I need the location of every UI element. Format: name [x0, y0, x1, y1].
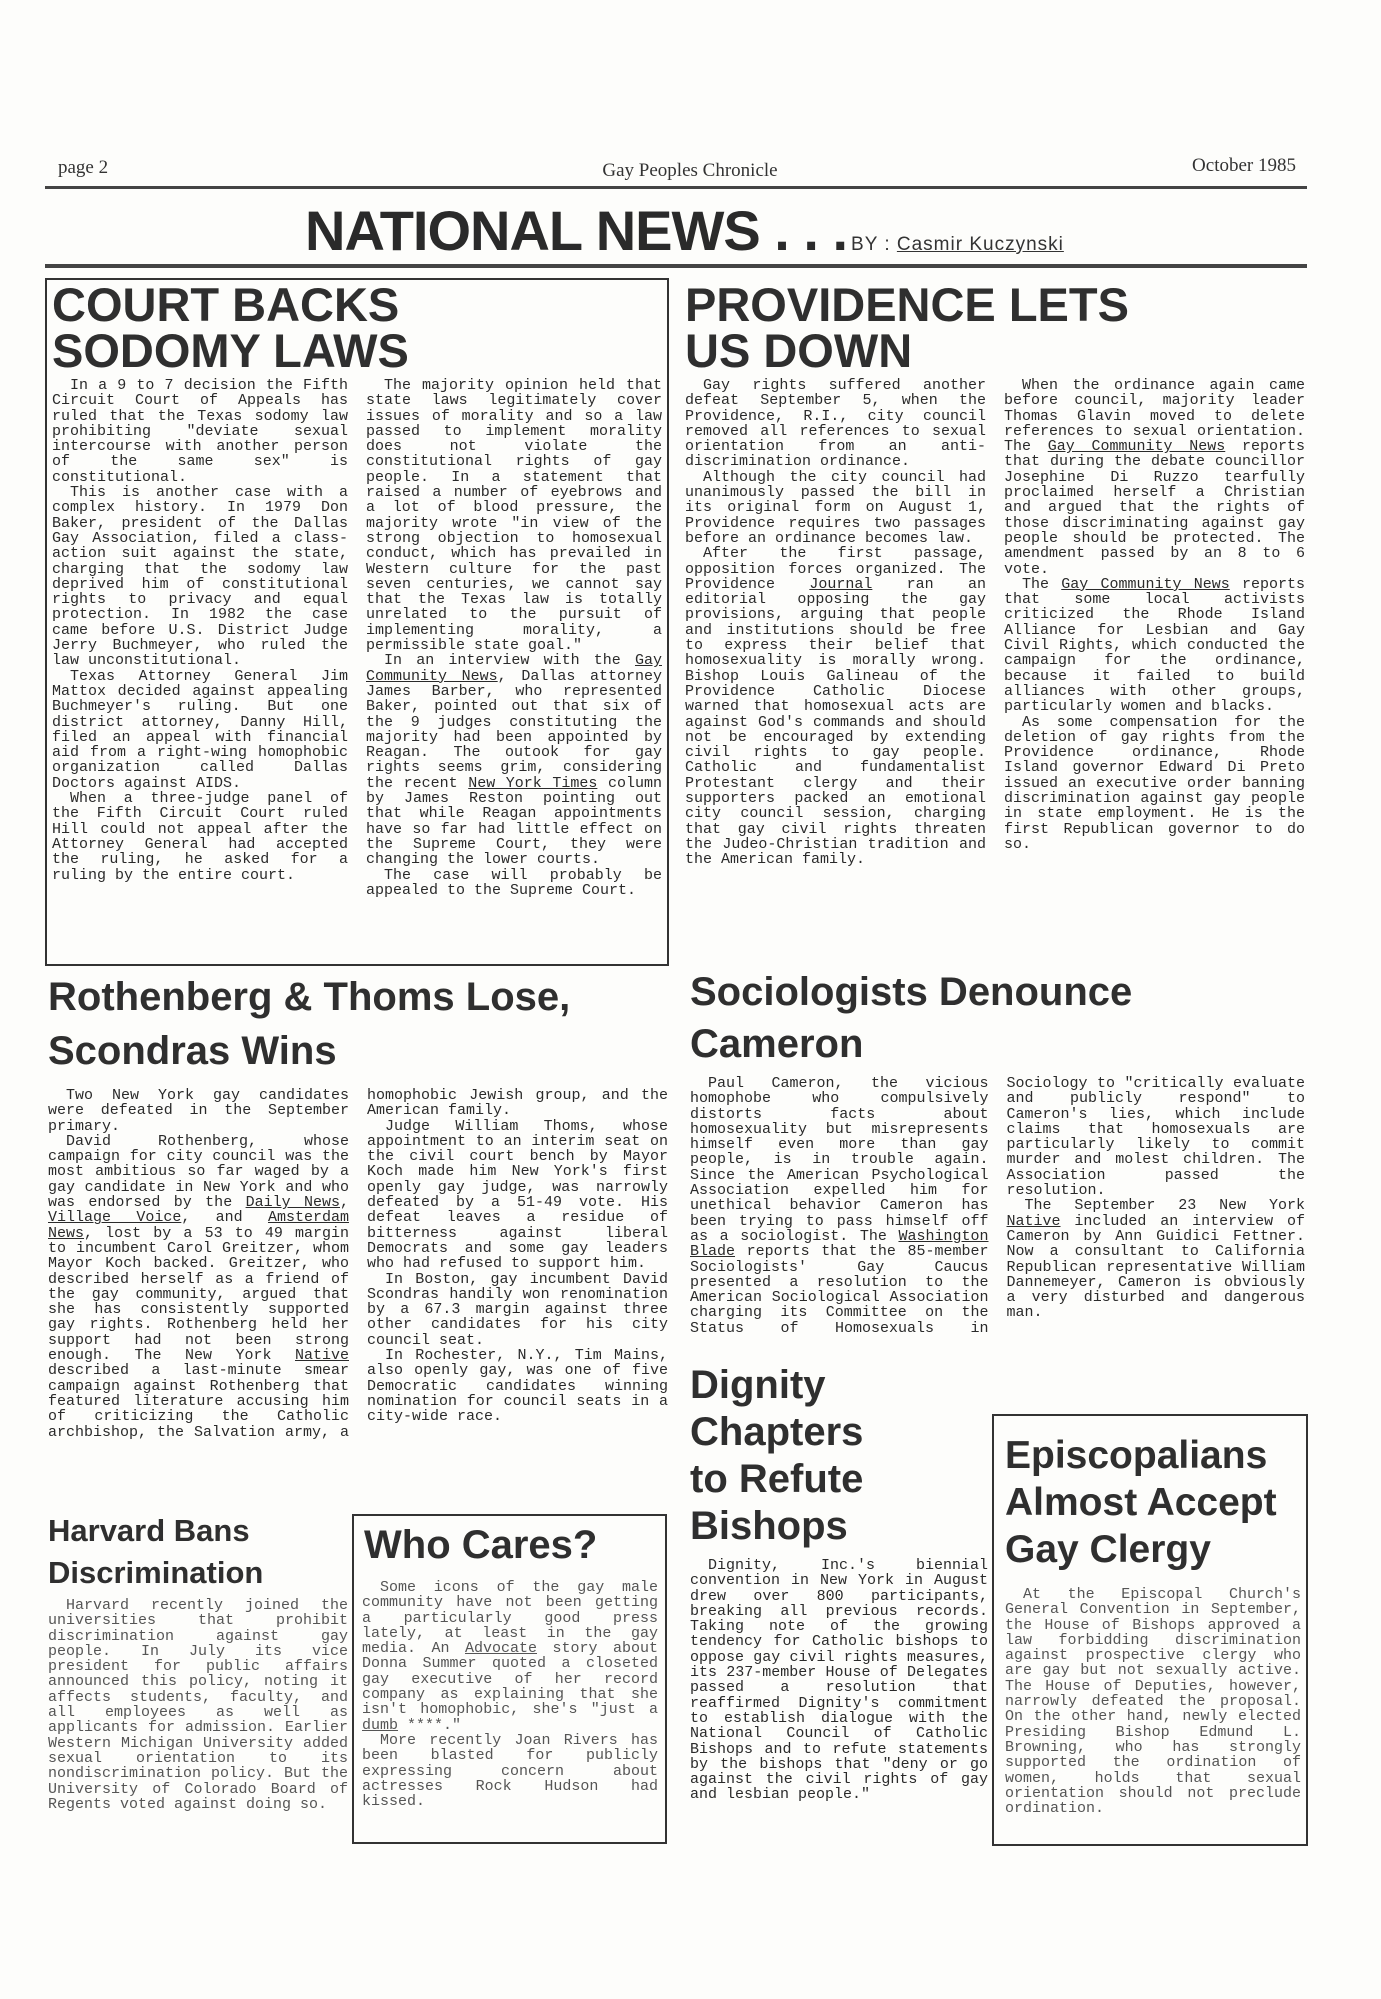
headline-line: Cameron	[690, 1022, 864, 1066]
paragraph: The case will probably be appealed to the Supreme Court.	[366, 866, 662, 899]
article-sociologists	[690, 966, 1305, 1336]
headline-line: Episcopalians	[1005, 1434, 1268, 1477]
article-body	[48, 1088, 668, 1440]
paragraph: Some icons of the gay male community have not been getting a particularly good press lately, at least in the gay media. An Advocate story about Donna Summer quoted a closeted gay executive of her record company as explaining that she isn't homophobic, she's "just a dumb ****."	[362, 1579, 658, 1734]
headline	[48, 970, 668, 1078]
page-number: page 2	[58, 157, 109, 178]
article-harvard	[48, 1510, 348, 1812]
byline-prefix: BY :	[851, 234, 897, 255]
paragraph: Paul Cameron, the vicious homophobe who compulsively distorts facts about homosexuality but misrepresents himself even more than gay people, is in trouble again. Since the American Psychological Association expelled him for unethical behavior Cameron has been trying to pass himself off as a sociologist. The Washington Blade reports that the 85-member Sociologists' Gay Caucus presented a resolution to the American Sociological Association charging its Committee on the Status of Homosexuals in Sociology to "critically evaluate and publicly respond" to Cameron's lies, which include claims that homosexuals are particularly likely to commit murder and molest children. The Association passed the resolution.	[690, 1075, 1305, 1337]
headline-line: Almost Accept	[1005, 1481, 1277, 1524]
paragraph: Although the city council had unanimously passed the bill in its original form on August 1, Providence requires two passages before an ordinance becomes law.	[685, 468, 986, 547]
headline-line: Gay Clergy	[1005, 1528, 1211, 1571]
paragraph: At the Episcopal Church's General Convention in September, the House of Bishops approved a law forbidding discrimination against prospective clergy who are gay but not sexually active. The House of Deputies, however, narrowly defeated the proposal. On the other hand, newly elected Presiding Bishop Edmund L. Browning, who has strongly supported the ordination of women, holds that sexual orientation should not preclude ordination.	[1005, 1586, 1301, 1818]
headline-line: SODOMY LAWS	[52, 324, 409, 377]
paragraph: The majority opinion held that state laws legitimately cover issues of morality and so a law passed to implement morality does not violate the constitutional rights of gay people. In a statement that raised a number of eyebrows and a lot of blood pressure, the majority wrote "in view of the strong objection to homosexual conduct, which has prevailed in Western culture for the past seven centuries, we cannot say that the Texas law is totally unrelated to the pursuit of implementing morality, a permissible state goal."	[366, 377, 662, 655]
article-body	[362, 1580, 658, 1809]
paragraph: After the first passage, opposition forces organized. The Providence Journal ran an editorial opposing the gay provisions, arguing that people and institutions should be free to express their belief that homosexuality is morally wrong. Bishop Louis Galineau of the Providence Catholic Diocese warned that homosexual acts are against God's commands and should not be encouraged by extending civil rights to gay people. Catholic and fundamentalist Protestant clergy and their supporters packed an emotional city council session, charging that gay civil rights threaten the Judeo-Christian tradition and the American family.	[685, 545, 986, 869]
headline-line: Discrimination	[48, 1555, 264, 1590]
headline	[685, 278, 1305, 377]
headline-line: Harvard Bans	[48, 1513, 250, 1548]
paragraph: Two New York gay candidates were defeated in the September primary.	[48, 1087, 349, 1135]
paragraph: Texas Attorney General Jim Mattox decided against appealing Buchmeyer's ruling. But one district attorney, Danny Hill, filed an appeal with financial aid from a right-wing homophobic organization called Dallas Doctors against AIDS.	[52, 667, 348, 792]
article-whocares	[362, 1520, 658, 1809]
headline	[690, 966, 1305, 1070]
article-body	[1005, 1587, 1301, 1816]
article-dignity	[690, 1362, 988, 1803]
paragraph: Gay rights suffered another defeat September 5, when the Providence, R.I., city council removed all references to sexual orientation from an anti-discrimination ordinance.	[685, 377, 986, 471]
paragraph: In Rochester, N.Y., Tim Mains, also openly gay, was one of five Democratic candidates winning nomination for council seats in a city-wide race.	[367, 1347, 668, 1426]
section-title: NATIONAL NEWS . . .	[305, 199, 848, 262]
headline-line: Chapters	[690, 1410, 864, 1454]
headline	[1005, 1432, 1301, 1573]
headline	[690, 1362, 988, 1550]
headline-line: Bishops	[690, 1504, 848, 1548]
headline-line: Sociologists Denounce	[690, 970, 1133, 1014]
headline-line: PROVIDENCE LETS	[685, 278, 1129, 331]
masthead	[305, 198, 1305, 263]
paragraph: David Rothenberg, whose campaign for city council was the most ambitious so far waged by a gay candidate in New York and who was endorsed by the Daily News, Village Voice, and Amsterdam News, lost by a 53 to 49 margin to incumbent Carol Greitzer, whom Mayor Koch backed. Greitzer, who described herself as a friend of the gay community, argued that she has consistently supported gay rights. Rothenberg held her support had not been strong enough. The New York Native described a last-minute smear campaign against Rothenberg that featured literature accusing him of criticizing the Catholic archbishop, the Salvation army, a homophobic Jewish group, and the American family.	[48, 1087, 668, 1441]
headline	[52, 278, 662, 377]
paragraph: The September 23 New York Native included an interview of Cameron by Ann Guidici Fettner. Now a consultant to California Republican representative William Dannemeyer, Cameron is obviously a very disturbed and dangerous man.	[1006, 1197, 1305, 1322]
article-body	[690, 1558, 988, 1803]
headline-line: Scondras Wins	[48, 1029, 337, 1073]
paragraph: This is another case with a complex history. In 1979 Don Baker, president of the Dallas Gay Association, filed a class-action suit against the state, charging that the sodomy law deprived him of constitutional rights to privacy and equal protection. In 1982 the case came before U.S. District Judge Jerry Buchmeyer, who ruled the law unconstitutional.	[52, 484, 348, 670]
article-rothenberg	[48, 970, 668, 1440]
article-body	[52, 378, 662, 898]
paragraph: The Gay Community News reports that some local activists criticized the Rhode Island Alliance for Lesbian and Gay Civil Rights, which conducted the campaign for the ordinance, because it failed to build alliances with other groups, particularly women and blacks.	[1004, 575, 1305, 716]
article-body	[685, 378, 1305, 868]
headline: Who Cares?	[364, 1523, 598, 1567]
article-body	[48, 1598, 348, 1812]
headline-line: to Refute	[690, 1457, 864, 1501]
article-providence	[685, 278, 1305, 869]
paragraph: In Boston, gay incumbent David Scondras handily won renomination by a 67.3 margin against three other candidates for his city council seat.	[367, 1270, 668, 1349]
headline-line: COURT BACKS	[52, 278, 400, 331]
article-court	[52, 278, 662, 899]
paragraph: As some compensation for the deletion of gay rights from the Providence ordinance, Rhode Island governor Edward Di Preto issued an executive order banning discrimination against gay people in state employment. He is the first Republican governor to do so.	[1004, 713, 1305, 853]
article-episcopalians	[1005, 1432, 1301, 1816]
paragraph: When the ordinance again came before council, majority leader Thomas Glavin moved to delete references to sexual orientation. The Gay Community News reports that during the debate councillor Josephine Di Ruzzo tearfully proclaimed herself a Christian and argued that the rights of those discriminating against gay people should be protected. The amendment passed by an 8 to 6 vote.	[1004, 377, 1305, 578]
paragraph: In a 9 to 7 decision the Fifth Circuit Court of Appeals has ruled that the Texas sodomy law prohibiting "deviate sexual intercourse with another person of the same sex" is constitutional.	[52, 377, 348, 486]
issue-date: October 1985	[1192, 155, 1296, 176]
headline-line: Dignity	[690, 1363, 826, 1407]
article-body	[690, 1076, 1305, 1336]
paragraph: Harvard recently joined the universities that prohibit discrimination against gay people. In July its vice president for public affairs announced this policy, noting it affects students, faculty, and all employees as well as applicants for admission. Earlier Western Michigan University added sexual orientation to its nondiscrimination policy. But the University of Colorado Board of Regents voted against doing so.	[48, 1597, 348, 1813]
masthead-rule	[45, 264, 1307, 268]
headline-line: Rothenberg & Thoms Lose,	[48, 975, 571, 1019]
paragraph: Dignity, Inc.'s biennial convention in New York in August drew over 800 participants, breaking all previous records. Taking note of the growing tendency for Catholic bishops to oppose gay civil rights measures, its 237-member House of Delegates passed a resolution that reaffirmed Dignity's commitment to establish dialogue with the National Council of Catholic Bishops and to refute statements by the bishops that "deny or go against the civil rights of gay and lesbian people."	[690, 1557, 988, 1804]
author-name: Casmir Kuczynski	[896, 234, 1064, 255]
byline	[851, 234, 1064, 255]
paragraph: In an interview with the Gay Community News, Dallas attorney James Barber, who represented Baker, pointed out that six of the 9 judges constituting the majority had been appointed by Reagan. The outook for gay rights seems grim, considering the recent New York Times column by James Reston pointing out that while Reagan appointments have so far had little effect on the Supreme Court, they were changing the lower courts.	[366, 652, 662, 869]
publication-name: Gay Peoples Chronicle	[602, 160, 778, 181]
paragraph: Judge William Thoms, whose appointment to an interim seat on the civil court bench by Mayor Koch made him New York's first openly gay judge, was narrowly defeated by a 51-49 vote. His defeat leaves a residue of bitterness against liberal Democrats and some gay leaders who had refused to support him.	[367, 1117, 668, 1273]
paragraph: When a three-judge panel of the Fifth Circuit Court ruled Hill could not appeal after the Attorney General had accepted the ruling, he asked for a ruling by the entire court.	[52, 790, 348, 884]
headline	[48, 1510, 348, 1594]
paragraph: More recently Joan Rivers has been blasted for publicly expressing concern about actresses Rock Hudson had kissed.	[362, 1731, 658, 1811]
headline-line: US DOWN	[685, 324, 913, 377]
header-rule	[45, 186, 1307, 189]
